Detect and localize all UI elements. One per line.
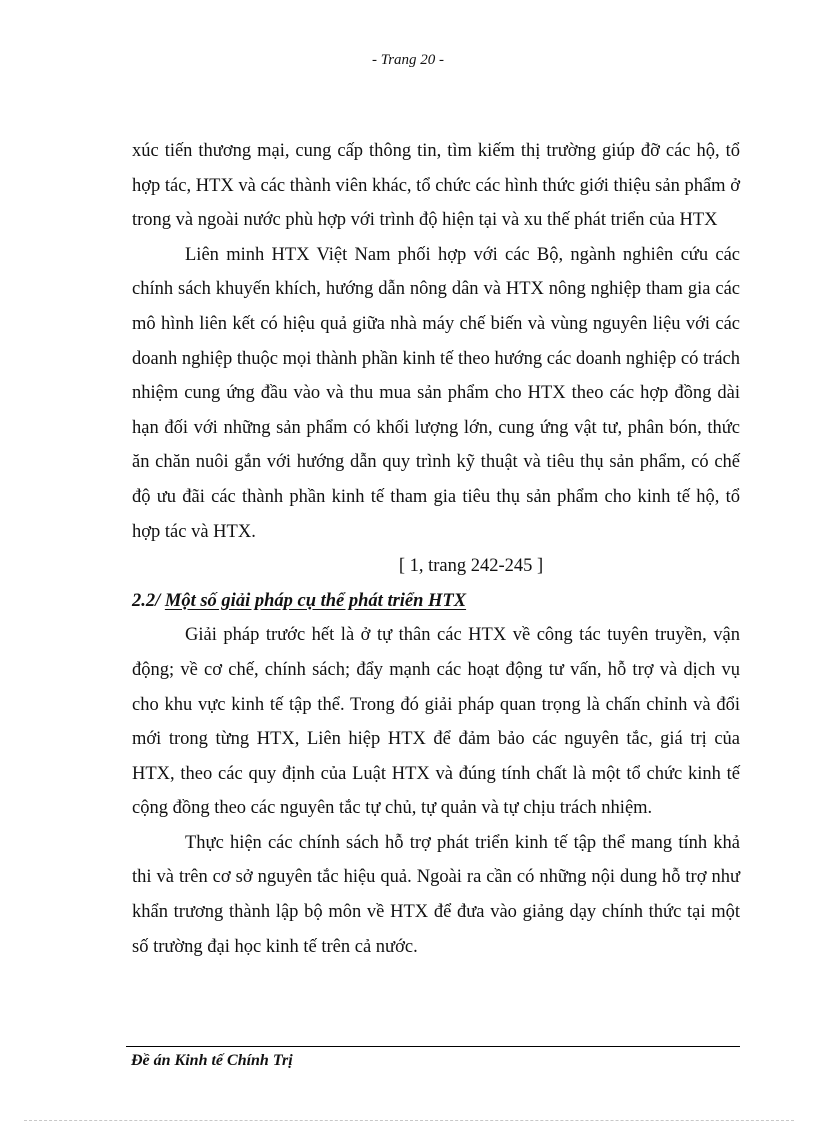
section-heading [132, 584, 740, 619]
section-number: 2.2/ [132, 590, 161, 611]
section-title: Một số giải pháp cụ thể phát triển HTX [164, 590, 467, 611]
paragraph-lien-minh: Liên minh HTX Việt Nam phối hợp với các Bộ, ngành nghiên cứu các chính sách khuyến khích, hướng dẫn nông dân và HTX nông nghiệp tham gia các mô hình liên kết có hiệu quả giữa nhà máy chế biến và vùng nguyên liệu với các doanh nghiệp thuộc mọi thành phần kinh tế theo hướng các doanh nghiệp có trách nhiệm cung ứng đầu vào và thu mua sản phẩm cho HTX theo các hợp đồng dài hạn đối với những sản phẩm có khối lượng lớn, cung ứng vật tư, phân bón, thức ăn chăn nuôi gắn với hướng dẫn quy trình kỹ thuật và tiêu thụ sản phẩm, có chế độ ưu đãi các thành phần kinh tế tham gia tiêu thụ sản phẩm cho kinh tế hộ, tổ hợp tác và HTX. [132, 244, 740, 542]
citation-reference: [ 1, trang 242-245 ] [398, 556, 544, 577]
paragraph-giai-phap: Giải pháp trước hết là ở tự thân các HTX về công tác tuyên truyền, vận động; về cơ chế, chính sách; đẩy mạnh các hoạt động tư vấn, hỗ trợ và dịch vụ cho khu vực kinh tế tập thể. Trong đó giải pháp quan trọng là chấn chỉnh và đổi mới trong từng HTX, Liên hiệp HTX để đảm bảo các nguyên tắc, giá trị của HTX, theo các quy định của Luật HTX và đúng tính chất là một tổ chức kinh tế cộng đồng theo các nguyên tắc tự chủ, tự quản và tự chịu trách nhiệm. [132, 625, 740, 819]
footer-divider [126, 1046, 740, 1047]
paragraph-thuc-hien: Thực hiện các chính sách hỗ trợ phát triển kinh tế tập thể mang tính khả thi và trên cơ sở nguyên tắc hiệu quả. Ngoài ra cần có những nội dung hỗ trợ như khẩn trương thành lập bộ môn về HTX để đưa vào giảng dạy chính thức tại một số trường đại học kinh tế trên cả nước. [132, 832, 740, 957]
document-body [132, 134, 740, 964]
page-bottom-edge [24, 1120, 794, 1121]
page-number-header: - Trang 20 - [371, 52, 445, 68]
paragraph-continuation: xúc tiến thương mại, cung cấp thông tin, tìm kiếm thị trường giúp đỡ các hộ, tổ hợp tác, HTX và các thành viên khác, tổ chức các hình thức giới thiệu sản phẩm ở trong và ngoài nước phù hợp với trình độ hiện tại và xu thế phát triển của HTX [132, 141, 740, 231]
footer-title: Đề án Kinh tế Chính Trị [131, 1052, 293, 1069]
